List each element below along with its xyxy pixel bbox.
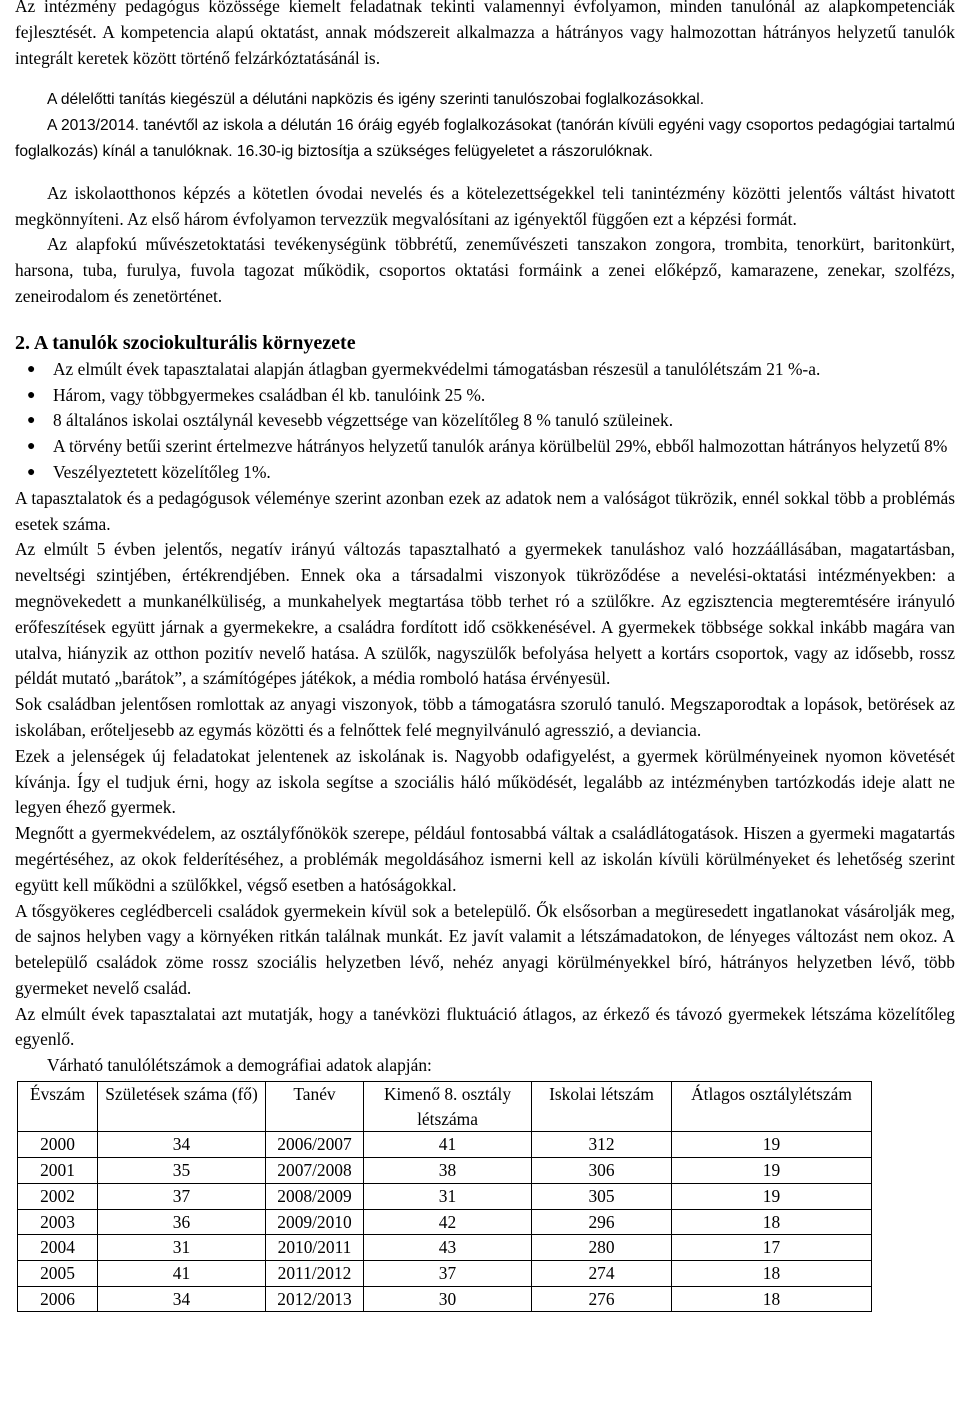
header-cell: Átlagos osztálylétszám (672, 1082, 872, 1132)
table-cell: 2005 (18, 1261, 98, 1287)
table-cell: 17 (672, 1235, 872, 1261)
table-cell: 37 (98, 1183, 266, 1209)
list-item: ● Veszélyeztetett közelítőleg 1%. (53, 460, 955, 486)
table-cell: 276 (532, 1286, 672, 1312)
document-page (15, 0, 955, 1312)
table-cell: 19 (672, 1183, 872, 1209)
table-cell: 2007/2008 (266, 1158, 364, 1184)
table-cell: 2010/2011 (266, 1235, 364, 1261)
bullet-icon: ● (27, 439, 36, 455)
table-row (18, 1183, 872, 1209)
table-cell: 34 (98, 1132, 266, 1158)
table-row (18, 1261, 872, 1287)
table-cell: 18 (672, 1209, 872, 1235)
table-cell: 31 (364, 1183, 532, 1209)
table-cell: 296 (532, 1209, 672, 1235)
list-item: ● A törvény betűi szerint értelmezve hátrányos helyzetű tanulók aránya körülbelül 29%, ebből halmozottan hátrányos helyzetű 8% (53, 434, 955, 460)
bullet-icon: ● (27, 387, 36, 403)
table-cell: 18 (672, 1286, 872, 1312)
table-cell: 30 (364, 1286, 532, 1312)
paragraph-fluctuation: Az elmúlt évek tapasztalatai azt mutatják, hogy a tanévközi fluktuáció átlagos, az érkező és távozó gyermekek létszáma közelítőleg egyenlő. (15, 1003, 955, 1050)
table-cell: 274 (532, 1261, 672, 1287)
paragraph-financial: Sok családban jelentősen romlottak az anyagi viszonyok, több a támogatásra szoruló tanuló. Megszaporodtak a lopások, betörések az iskolában, erőteljesebb az egymás közötti és a felnőttek felé megnyilvánuló agresszió, a deviancia. (15, 694, 955, 740)
section-title: A tanulók szociokulturális környezete (33, 331, 356, 354)
section-number: 2. (15, 331, 30, 354)
header-cell: Évszám (18, 1082, 98, 1132)
table-cell: 41 (364, 1132, 532, 1158)
table-cell: 2000 (18, 1132, 98, 1158)
paragraph-art-education: Az alapfokú művészetoktatási tevékenységünk többrétű, zeneművészeti tanszakon zongora, trombita, tenorkürt, baritonkürt, harsona, tuba, furulya, fuvola tagozat működik, csoportos oktatási formáink a zenei előképző, kamarazene, zenekar, szolfézs, zeneirodalom és zenetörténet. (15, 234, 955, 306)
table-cell: 312 (532, 1132, 672, 1158)
bullet-icon: ● (27, 361, 36, 377)
table-cell: 43 (364, 1235, 532, 1261)
header-cell: Születések száma (fő) (98, 1082, 266, 1132)
table-cell: 31 (98, 1235, 266, 1261)
table-cell: 2004 (18, 1235, 98, 1261)
table-cell: 2002 (18, 1183, 98, 1209)
table-cell: 2008/2009 (266, 1183, 364, 1209)
paragraph-changes: Az elmúlt 5 évben jelentős, negatív irányú változás tapasztalható a gyermekek tanuláshoz való hozzáállásában, magatartásban, neveltségi szintjében, értékrendjében. Ennek oka a társadalmi viszonyok tükröződése a nevelési-oktatási intézményekben: a megnövekedett a munkanélküliség, a munkahelyek megtartása több terhet ró a szülőkre. Az egzisztencia megteremtésére irányuló erőfeszítések együtt járnak a gyermekekre, a családra fordított idő csökkenésével. A gyermekek többsége sokkal inkább magára van utalva, hiányzik az otthon pozitív nevelő hatása. A szülők, nagyszülők befolyása helyett a kortárs csoportok, vagy az idősebb, rossz példát mutató „barátok”, a számítógépes játékok, a média romboló hatása érvényesül. (15, 539, 955, 689)
table-row (18, 1235, 872, 1261)
table-cell: 19 (672, 1158, 872, 1184)
table-cell: 41 (98, 1261, 266, 1287)
paragraph-new-tasks: Ezek a jelenségek új feladatokat jelentenek az iskolának is. Nagyobb odafigyelést, a gyermek körülményeinek nyomon követését kívánja. Így el tudjuk érni, hogy az iskola segítse a szociális háló működését, legalább az intézményben tartózkodás ideje alatt ne legyen éhező gyermek. (15, 745, 955, 818)
paragraph-experience: A tapasztalatok és a pedagógusok véleménye szerint azonban ezek az adatok nem a valóságot tükrözik, ennél sokkal több a problémás esetek száma. (15, 487, 955, 534)
enrollment-table (17, 1081, 872, 1312)
list-item: ● 8 általános iskolai osztálynál kevesebb végzettsége van közelítőleg 8 % tanuló szüleinek. (53, 408, 955, 434)
table-cell: 2012/2013 (266, 1286, 364, 1312)
paragraph-2013-2014: A 2013/2014. tanévtől az iskola a délután 16 óráig egyéb foglalkozásokat (tanórán kívüli egyéni vagy csoportos pedagógiai tartalmú foglalkozás) kínál a tanulóknak. 16.30-ig biztosítja a szükséges felügyeletet a rászorulóknak. (15, 117, 955, 160)
list-item: ● Az elmúlt évek tapasztalatai alapján átlagban gyermekvédelmi támogatásban részesül a tanulólétszám 21 %-a. (53, 357, 955, 383)
table-cell: 2006 (18, 1286, 98, 1312)
section-heading (15, 330, 955, 357)
table-cell: 38 (364, 1158, 532, 1184)
table-cell: 2003 (18, 1209, 98, 1235)
table-cell: 305 (532, 1183, 672, 1209)
header-cell: Tanév (266, 1082, 364, 1132)
bullet-icon: ● (27, 464, 36, 480)
paragraph-competency: Az intézmény pedagógus közössége kiemelt feladatnak tekinti valamennyi évfolyamon, minden tanulónál az alapkompetenciák fejlesztését. A kompetencia alapú oktatást, annak módszereit alkalmazza a hátrányos vagy halmozottan hátrányos helyzetű tanulók integrált keretek között történő felzárkóztatásánál is. (15, 0, 955, 68)
table-cell: 18 (672, 1261, 872, 1287)
table-cell: 280 (532, 1235, 672, 1261)
table-cell: 2011/2012 (266, 1261, 364, 1287)
table-row (18, 1132, 872, 1158)
table-cell: 37 (364, 1261, 532, 1287)
table-cell: 2009/2010 (266, 1209, 364, 1235)
paragraph-afternoon: A délelőtti tanítás kiegészül a délutáni napközis és igény szerinti tanulószobai foglalkozásokkal. (47, 91, 705, 109)
table-row (18, 1209, 872, 1235)
statistics-bullet-list (15, 357, 955, 486)
bullet-icon: ● (27, 413, 36, 429)
list-item: ● Három, vagy többgyermekes családban él kb. tanulóink 25 %. (53, 383, 955, 409)
paragraph-iskolaotthonos: Az iskolaotthonos képzés a kötetlen óvodai nevelés és a kötelezettségekkel teli tanintézmény közötti jelentős váltást hivatott megkönnyíteni. Az első három évfolyamon tervezzük megvalósítani az igényektől függően ezt a képzési formát. (15, 182, 955, 229)
table-header-row (18, 1082, 872, 1132)
header-cell: Kimenő 8. osztály létszáma (364, 1082, 532, 1132)
table-cell: 36 (98, 1209, 266, 1235)
table-cell: 35 (98, 1158, 266, 1184)
paragraph-settlers: A tősgyökeres ceglédberceli családok gyermekein kívül sok a betelepülő. Ők elsősorban a megüresedett ingatlanokat vásárolják meg, de sajnos helyben vagy a környéken ritkán találnak munkát. Ez javít valamit a létszámadatokon, de lényeges változást nem okoz. A betelepülő családok zöme rossz szociális helyzetben lévő, nehéz anyagi körülményekkel bíró, hátrányos helyzetben lévő, több gyermeket nevelő család. (15, 900, 955, 998)
table-row (18, 1158, 872, 1184)
table-row (18, 1286, 872, 1312)
table-cell: 34 (98, 1286, 266, 1312)
table-cell: 42 (364, 1209, 532, 1235)
table-caption: Várható tanulólétszámok a demográfiai adatok alapján: (47, 1055, 432, 1076)
paragraph-child-protection: Megnőtt a gyermekvédelem, az osztályfőnökök szerepe, például fontosabbá váltak a családlátogatások. Hiszen a gyermeki magatartás megértéséhez, az okok felderítéséhez, a problémák megoldásához ismerni kell az iskolán kívüli körülményeket és lehetőség szerint együtt kell működni a szülőkkel, végső esetben a hatóságokkal. (15, 823, 955, 895)
table-cell: 2001 (18, 1158, 98, 1184)
table-cell: 306 (532, 1158, 672, 1184)
table-cell: 2006/2007 (266, 1132, 364, 1158)
header-cell: Iskolai létszám (532, 1082, 672, 1132)
table-cell: 19 (672, 1132, 872, 1158)
